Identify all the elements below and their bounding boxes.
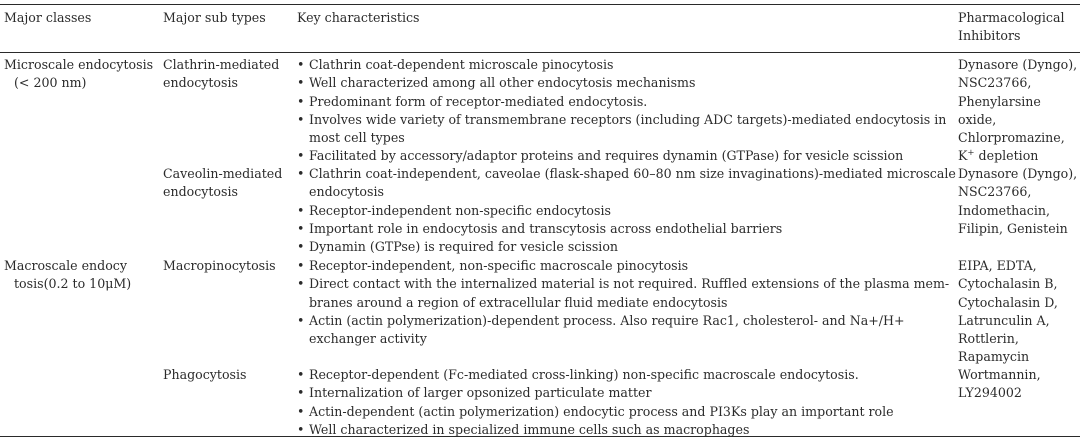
list-item: • Receptor-dependent (Fc-mediated cross-linking) non-specific macroscale endocytosis. [297,366,947,384]
inhibitor-item: Indomethacin, [958,202,1050,218]
inhibitor-item: Rottlerin, [958,331,1019,347]
inhibitor-item: EIPA, EDTA, [958,258,1037,273]
inhibitor-k-base: K [958,148,968,164]
characteristics-macropinocytosis [297,257,950,348]
list-item: • Well characterized in specialized immune cells such as macrophages [297,421,947,439]
inhibitors-phagocytosis [958,366,1078,403]
class-microscale [4,56,156,93]
list-item: • Predominant form of receptor-mediated endocytosis. [297,93,947,111]
list-item-text: Clathrin coat-independent, caveolae (flask-shaped 60–80 nm size invaginations)-mediated microscale [309,166,956,181]
inhibitor-item: Filipin, Genistein [958,220,1068,236]
subtype-caveolin [163,165,291,202]
list-item [297,275,950,312]
subtype-clathrin-line2: endocytosis [163,75,238,91]
inhibitor-k-sup: + [967,148,975,159]
list-item [297,165,956,202]
header-inhibitors-line2: Inhibitors [958,28,1021,44]
inhibitor-item: Dynasore (Dyngo), [958,166,1078,181]
class-macroscale-line2: tosis(0.2 to 10μM) [14,276,132,292]
list-item: • Dynamin (GTPse) is required for vesicle scission [297,238,947,256]
inhibitor-item: Cytochalasin B, [958,276,1058,292]
inhibitor-item: LY294002 [958,385,1022,401]
header-inhibitors [958,9,1078,46]
list-item: • Well characterized among all other endocytosis mechanisms [297,74,947,92]
list-item: • Important role in endocytosis and transcytosis across endothelial barriers [297,220,947,238]
inhibitors-caveolin [958,165,1078,238]
inhibitor-item: oxide, [958,111,997,127]
list-item: • Receptor-independent non-specific endocytosis [297,202,947,220]
inhibitor-item: Chlorpromazine, [958,130,1065,146]
list-item-continuation: exchanger activity [309,331,427,347]
subtype-macropinocytosis: Macropinocytosis [163,258,276,273]
header-major-sub-types: Major sub types [163,10,266,25]
inhibitor-item: Cytochalasin D, [958,294,1058,310]
list-item: • Facilitated by accessory/adaptor proteins and requires dynamin (GTPase) for vesicle scission [297,147,947,165]
list-item: • Actin-dependent (actin polymerization) endocytic process and PI3Ks play an important role [297,403,947,421]
inhibitor-item: NSC23766, [958,75,1032,91]
inhibitor-k-depletion [958,147,1078,165]
inhibitor-item: Wortmannin, [958,367,1041,382]
inhibitor-item: NSC23766, [958,184,1032,200]
subtype-phagocytosis: Phagocytosis [163,367,247,382]
characteristics-clathrin [297,56,947,166]
inhibitor-item: Phenylarsine [958,93,1041,109]
list-item [297,312,947,349]
header-major-classes: Major classes [4,10,92,25]
table-top-rule [0,4,1080,5]
class-microscale-line1: Microscale endocytosis [4,57,154,72]
list-item-continuation: most cell types [309,130,405,146]
class-microscale-line2: (< 200 nm) [14,75,87,91]
header-key-characteristics: Key characteristics [297,10,420,25]
list-item: • Internalization of larger opsonized particulate matter [297,384,947,402]
list-item-continuation: branes around a region of extracellular fluid mediate endocytosis [309,294,728,310]
list-item: • Clathrin coat-dependent microscale pinocytosis [297,56,947,74]
subtype-caveolin-line1: Caveolin-mediated [163,166,283,181]
list-item [297,111,947,148]
inhibitors-macropinocytosis [958,257,1078,367]
inhibitors-clathrin [958,56,1078,166]
subtype-caveolin-line2: endocytosis [163,184,238,200]
subtype-clathrin-line1: Clathrin-mediated [163,57,280,72]
class-macroscale-line1: Macroscale endocy [4,258,127,273]
inhibitor-item: Latrunculin A, [958,312,1050,328]
class-macroscale [4,257,156,294]
list-item-text: Actin (actin polymerization)-dependent process. Also require Rac1, cholesterol- and Na+/H+ [309,312,905,328]
list-item-text: Involves wide variety of transmembrane receptors (including ADC targets)-mediated endocytosis in [309,111,947,127]
characteristics-caveolin [297,165,956,256]
table-header-rule [0,52,1080,53]
list-item-text: Direct contact with the internalized material is not required. Ruffled extensions of the plasma mem- [309,276,950,292]
list-item-continuation: endocytosis [309,184,384,200]
inhibitor-k-rest: depletion [974,148,1039,164]
characteristics-phagocytosis [297,366,947,439]
inhibitor-item: Dynasore (Dyngo), [958,57,1078,72]
header-inhibitors-line1: Pharmacological [958,10,1065,25]
subtype-clathrin [163,56,291,93]
list-item: • Receptor-independent, non-specific macroscale pinocytosis [297,257,947,275]
inhibitor-item: Rapamycin [958,349,1030,365]
